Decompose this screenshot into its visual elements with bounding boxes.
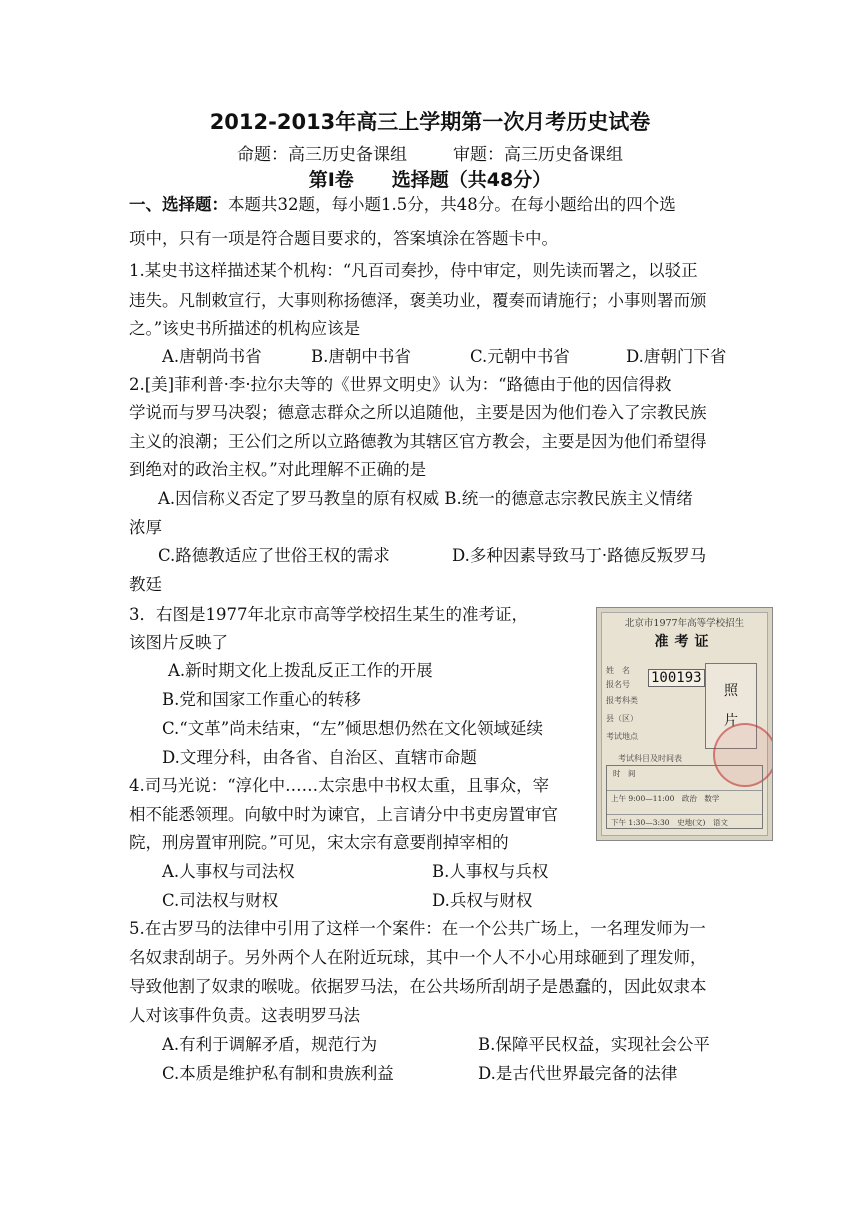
ticket-label-number: 报名号 (606, 680, 630, 689)
q2-line-3: 主义的浪潮；王公们之所以立路德教为其辖区官方教会，主要是因为他们希望得 (129, 432, 707, 451)
section-heading: 第Ⅰ卷 选择题（共48分） (308, 169, 552, 191)
intro-bold: 一、选择题： (129, 195, 228, 214)
q3-option-b: B.党和国家工作重心的转移 (162, 690, 361, 709)
q1-option-d: D.唐朝门下省 (626, 347, 727, 366)
q2-line-1: 2.[美]菲利普·李·拉尔夫等的《世界文明史》认为：“路德由于他的因信得救 (129, 375, 672, 394)
ticket-number: 100193 (648, 669, 705, 687)
intro-line-1 (129, 190, 676, 220)
q3-option-c: C.“文革”尚未结束，“左”倾思想仍然在文化领域延续 (162, 719, 544, 738)
q3-option-d: D.文理分科，由各省、自治区、直辖市命题 (162, 748, 477, 767)
author-label: 命题：高三历史备课组 (237, 145, 407, 165)
ticket-label-category: 报考科类 (606, 696, 638, 705)
q1-option-b: B.唐朝中书省 (311, 347, 411, 366)
q2-option-c: C.路德教适应了世俗王权的需求 (158, 546, 390, 565)
q1-option-a: A.唐朝尚书省 (162, 347, 262, 366)
q3-option-a: A.新时期文化上拨乱反正工作的开展 (168, 661, 433, 680)
photo-char-2: 片 (724, 713, 738, 729)
q5-option-b: B.保障平民权益，实现社会公平 (478, 1035, 710, 1054)
reviewer-label: 审题：高三历史备课组 (453, 145, 623, 165)
q4-option-a: A.人事权与司法权 (162, 862, 295, 881)
photo-char-1: 照 (724, 683, 738, 699)
admission-ticket-image (596, 607, 773, 841)
q2-line-2: 学说而与罗马决裂；德意志群众之所以追随他，主要是因为他们卷入了宗教民族 (129, 403, 707, 422)
ticket-card (601, 612, 768, 836)
q5-line-2: 名奴隶刮胡子。另外两个人在附近玩球，其中一个人不小心用球砸到了理发师， (129, 948, 707, 967)
ticket-header: 北京市1977年高等学校招生 (624, 618, 745, 629)
q4-line-3: 院，刑房置审刑院。”可见，宋太宗有意要削掉宰相的 (129, 833, 509, 852)
q4-line-1: 4.司马光说：“淳化中……太宗患中书权太重，且事众，宰 (129, 776, 550, 795)
q1-option-c: C.元朝中书省 (470, 347, 570, 366)
ticket-label-district: 县（区） (606, 714, 638, 723)
ticket-label-name: 姓 名 (606, 666, 630, 675)
q5-line-4: 人对该事件负责。这表明罗马法 (129, 1006, 360, 1025)
q2-line-4: 到绝对的政治主权。”对此理解不正确的是 (129, 460, 427, 479)
ticket-schedule-caption: 考试科目及时间表 (618, 754, 682, 763)
table-row: 下午 1:30—3:30 史地(文) 语文 (607, 814, 762, 839)
intro-line-2: 项中，只有一项是符合题目要求的，答案填涂在答题卡中。 (129, 229, 558, 248)
ticket-title: 准考证 (654, 634, 715, 650)
q5-line-3: 导致他割了奴隶的喉咙。依据罗马法，在公共场所刮胡子是愚蠢的，因此奴隶本 (129, 977, 707, 996)
q1-line-2: 违失。凡制敕宣行，大事则称扬德泽，褒美功业，覆奏而请施行；小事则署而颁 (129, 291, 707, 310)
q2-option-ab-cont: 浓厚 (129, 518, 162, 537)
q4-line-2: 相不能悉领理。向敏中时为谏官，上言请分中书吏房置审官 (129, 805, 558, 824)
q2-option-d-cont: 教廷 (129, 575, 162, 594)
table-row: 上午 9:00—11:00 政治 数学 (607, 790, 762, 815)
q4-option-c: C.司法权与财权 (162, 891, 279, 910)
q2-option-ab: A.因信称义否定了罗马教皇的原有权威 B.统一的德意志宗教民族主义情绪 (158, 489, 693, 508)
intro-text-1: 本题共32题，每小题1.5分，共48分。在每小题给出的四个选 (228, 195, 676, 214)
q1-line-3: 之。”该史书所描述的机构应该是 (129, 319, 361, 338)
q4-option-b: B.人事权与兵权 (432, 862, 549, 881)
q3-line-2: 该图片反映了 (129, 633, 228, 652)
q4-option-d: D.兵权与财权 (432, 891, 533, 910)
ticket-label-location: 考试地点 (606, 732, 638, 741)
table-row: 时 间 (613, 769, 636, 778)
q2-option-d: D.多种因素导致马丁·路德反叛罗马 (452, 546, 707, 565)
page-title: 2012-2013年高三上学期第一次月考历史试卷 (209, 110, 651, 134)
q5-line-1: 5.在古罗马的法律中引用了这样一个案件：在一个公共广场上，一名理发师为一 (129, 919, 706, 938)
q5-option-d: D.是古代世界最完备的法律 (478, 1064, 678, 1083)
q3-line-1: 3．右图是1977年北京市高等学校招生某生的准考证， (129, 605, 528, 624)
ticket-schedule-table (606, 765, 763, 829)
q1-line-1: 1.某史书这样描述某个机构：“凡百司奏抄，侍中审定，则先读而署之，以驳正 (129, 261, 698, 280)
author-line (0, 140, 860, 165)
q5-option-c: C.本质是维护私有制和贵族利益 (162, 1064, 394, 1083)
q5-option-a: A.有利于调解矛盾，规范行为 (162, 1035, 378, 1054)
